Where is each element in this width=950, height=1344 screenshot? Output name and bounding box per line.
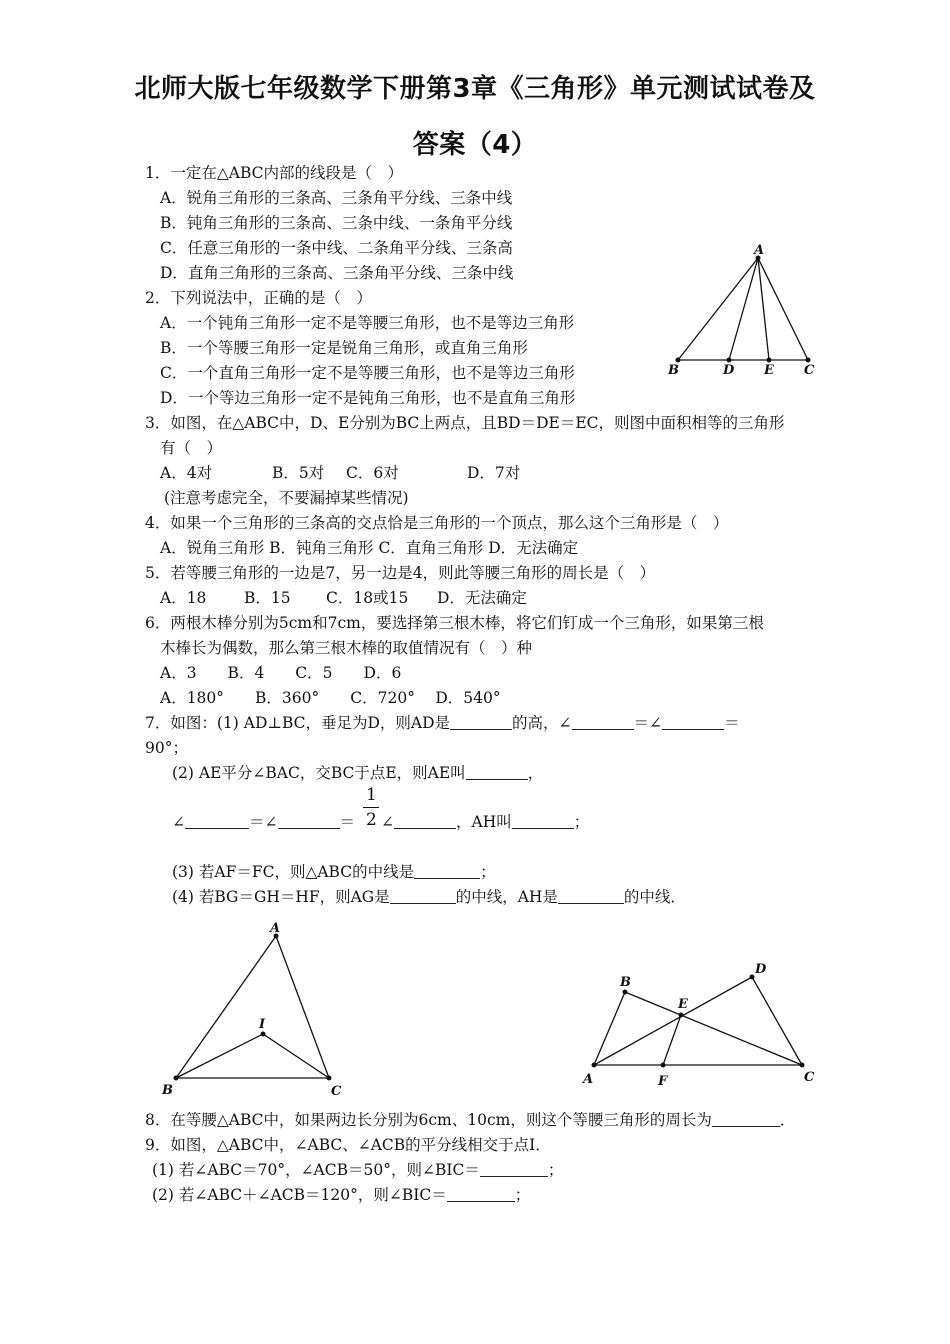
segment-ae [758, 258, 769, 360]
blank[interactable] [466, 763, 528, 780]
q1-option-a: A．锐角三角形的三条高、三条角平分线、三条中线 [160, 189, 513, 207]
q7-part2-angles-cont: ∠ ，AH叫 ； [381, 813, 590, 831]
segment-ab [594, 992, 625, 1065]
label-e: E [678, 997, 688, 1012]
q2-stem: 2．下列说法中，正确的是（ ） [145, 289, 372, 307]
blank[interactable] [480, 1160, 548, 1177]
segment-bc [625, 992, 802, 1065]
q6-options-extra: A．180° B．360° C．720° D．540° [160, 689, 501, 707]
q5-stem: 5．若等腰三角形的一边是7，另一边是4，则此等腰三角形的周长是（ ） [145, 564, 656, 582]
label-a: A [583, 1072, 594, 1087]
label-e: E [764, 363, 774, 378]
point-b [623, 990, 628, 995]
point-c [327, 1076, 332, 1081]
blank[interactable] [558, 887, 624, 904]
segment-ef [663, 1015, 681, 1065]
figure-quad-diagonals [575, 955, 825, 1095]
segment-ad [729, 258, 758, 360]
point-e [767, 358, 772, 363]
segment-ad [594, 977, 752, 1065]
q5-option-b: B．15 [244, 589, 291, 607]
point-a [592, 1063, 597, 1068]
blank[interactable] [278, 812, 340, 829]
segment-ab [176, 936, 276, 1078]
point-d [727, 358, 732, 363]
fraction-bar [363, 807, 379, 808]
q3-stem-cont: 有（ ） [160, 439, 223, 457]
label-c: C [804, 1070, 815, 1085]
point-b [174, 1076, 179, 1081]
q1-option-d: D．直角三角形的三条高、三条角平分线、三条中线 [160, 264, 514, 282]
q7-part1: 7．如图：(1) AD⊥BC，垂足为D，则AD是 的高，∠ ＝∠ ＝ [145, 714, 740, 732]
q1-option-c: C．任意三角形的一条中线、二条角平分线、三条高 [160, 239, 513, 257]
q3-option-d: D．7对 [467, 464, 521, 482]
point-e [679, 1013, 684, 1018]
point-d [750, 975, 755, 980]
label-c: C [331, 1084, 342, 1099]
q1-option-b: B．钝角三角形的三条高、三条中线、一条角平分线 [160, 214, 513, 232]
q3-stem: 3．如图，在△ABC中，D、E分别为BC上两点，且BD＝DE＝EC，则图中面积相等的三角形 [145, 414, 785, 432]
q7-part3: (3) 若AF＝FC，则△ABC的中线是 ； [172, 863, 496, 881]
page-title: 北师大版七年级数学下册第3章《三角形》单元测试试卷及 [134, 74, 816, 104]
segment-ab [678, 258, 758, 360]
q3-note: (注意考虑完全，不要漏掉某些情况) [164, 489, 409, 507]
segment-ac [276, 936, 329, 1078]
q5-option-d: D．无法确定 [437, 589, 527, 607]
q7-part2-angles: ∠ ＝∠ ＝ [172, 813, 356, 831]
q3-option-a: A．4对 [160, 464, 213, 482]
segment-ci [263, 1034, 329, 1078]
label-b: B [620, 975, 631, 990]
fraction-denominator: 2 [366, 810, 377, 830]
blank[interactable] [662, 713, 724, 730]
blank[interactable] [450, 713, 512, 730]
label-i: I [259, 1017, 266, 1032]
q1-stem: 1．一定在△ABC内部的线段是（ ） [145, 164, 404, 182]
q3-option-b: B．5对 [272, 464, 325, 482]
label-f: F [658, 1074, 668, 1089]
q4-options: A．锐角三角形 B．钝角三角形 C．直角三角形 D．无法确定 [160, 539, 579, 557]
q6-options: A．3 B．4 C．5 D．6 [160, 664, 402, 682]
q4-stem: 4．如果一个三角形的三条高的交点恰是三角形的一个顶点，那么这个三角形是（ ） [145, 514, 729, 532]
point-f [661, 1063, 666, 1068]
q9-stem: 9．如图，△ABC中，∠ABC、∠ACB的平分线相交于点I． [145, 1136, 551, 1154]
q3-option-c: C．6对 [346, 464, 399, 482]
blank[interactable] [512, 812, 574, 829]
point-c [800, 1063, 805, 1068]
blank[interactable] [394, 812, 456, 829]
q9-part2: (2) 若∠ABC＋∠ACB＝120°，则∠BIC＝ ； [152, 1186, 531, 1204]
q8-stem: 8．在等腰△ABC中，如果两边长分别为6cm、10cm，则这个等腰三角形的周长为 ． [145, 1111, 796, 1129]
q6-stem-cont: 木棒长为偶数，那么第三根木棒的取值情况有（ ）种 [160, 639, 533, 657]
q2-option-d: D．一个等边三角形一定不是钝角三角形，也不是直角三角形 [160, 389, 576, 407]
blank[interactable] [390, 887, 456, 904]
label-d: D [723, 363, 735, 378]
label-c: C [804, 363, 815, 378]
label-a: A [754, 243, 765, 258]
segment-ac [758, 258, 808, 360]
blank[interactable] [414, 862, 480, 879]
figure-triangle-incenter [155, 918, 355, 1103]
point-i [261, 1032, 266, 1037]
label-a: A [270, 921, 281, 936]
q2-option-b: B．一个等腰三角形一定是锐角三角形，或直角三角形 [160, 339, 528, 357]
label-d: D [755, 962, 767, 977]
q5-option-c: C．18或15 [326, 589, 409, 607]
q6-stem: 6．两根木棒分别为5cm和7cm，要选择第三根木棒，将它们钉成一个三角形，如果第三根 [145, 614, 764, 632]
q7-part1-cont: 90°； [145, 739, 188, 757]
label-b: B [162, 1083, 173, 1098]
page-title-line2: 答案（4） [412, 130, 538, 160]
blank[interactable] [447, 1185, 515, 1202]
point-c [806, 358, 811, 363]
blank[interactable] [185, 812, 249, 829]
q7-part2: (2) AE平分∠BAC，交BC于点E，则AE叫 ， [172, 764, 544, 782]
segment-dc [752, 977, 802, 1065]
q2-option-c: C．一个直角三角形一定不是等腰三角形，也不是等边三角形 [160, 364, 575, 382]
figure-triangle-bdec [660, 240, 830, 380]
q2-option-a: A．一个钝角三角形一定不是等腰三角形，也不是等边三角形 [160, 314, 575, 332]
fraction-numerator: 1 [366, 785, 377, 805]
q7-part4: (4) 若BG＝GH＝HF，则AG是 的中线，AH是 的中线． [172, 888, 686, 906]
blank[interactable] [712, 1110, 780, 1127]
segment-bi [176, 1034, 263, 1078]
q9-part1: (1) 若∠ABC＝70°，∠ACB＝50°，则∠BIC＝ ； [152, 1161, 564, 1179]
label-b: B [668, 363, 679, 378]
q5-option-a: A．18 [160, 589, 207, 607]
blank[interactable] [572, 713, 634, 730]
point-b [676, 358, 681, 363]
